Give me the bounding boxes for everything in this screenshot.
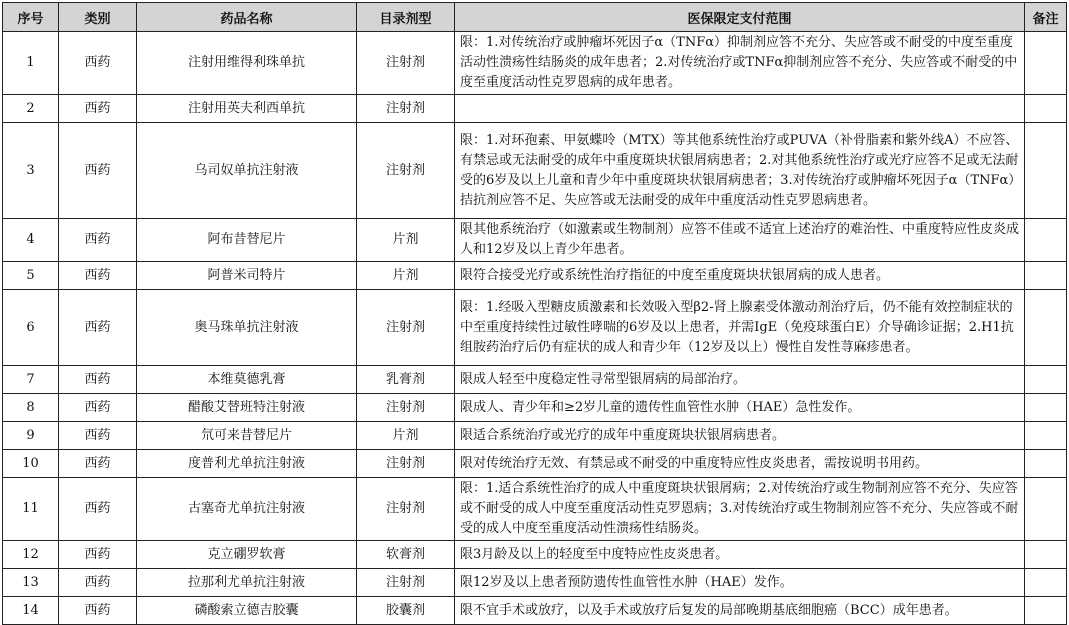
cell-name: 注射用维得利珠单抗 (137, 32, 357, 95)
cell-form: 胶囊剂 (357, 597, 455, 625)
cell-name: 奥马珠单抗注射液 (137, 290, 357, 366)
cell-note (1025, 569, 1067, 597)
cell-seq: 11 (3, 478, 59, 541)
cell-name: 度普利尤单抗注射液 (137, 450, 357, 478)
cell-note (1025, 597, 1067, 625)
cell-form: 注射剂 (357, 394, 455, 422)
cell-category: 西药 (59, 123, 137, 219)
cell-name: 古塞奇尤单抗注射液 (137, 478, 357, 541)
cell-scope: 限成人轻至中度稳定性寻常型银屑病的局部治疗。 (455, 366, 1025, 394)
cell-note (1025, 123, 1067, 219)
cell-category: 西药 (59, 478, 137, 541)
cell-scope: 限成人、青少年和≥2岁儿童的遗传性血管性水肿（HAE）急性发作。 (455, 394, 1025, 422)
header-row (3, 3, 1067, 32)
table-row (3, 290, 1067, 366)
cell-scope: 限12岁及以上患者预防遗传性血管性水肿（HAE）发作。 (455, 569, 1025, 597)
cell-name: 本维莫德乳膏 (137, 366, 357, 394)
cell-scope: 限不宜手术或放疗，以及手术或放疗后复发的局部晚期基底细胞癌（BCC）成年患者。 (455, 597, 1025, 625)
header-seq: 序号 (3, 3, 59, 32)
cell-seq: 14 (3, 597, 59, 625)
cell-name: 拉那利尤单抗注射液 (137, 569, 357, 597)
cell-seq: 13 (3, 569, 59, 597)
cell-seq: 4 (3, 219, 59, 262)
header-form: 目录剂型 (357, 3, 455, 32)
header-name: 药品名称 (137, 3, 357, 32)
header-note: 备注 (1025, 3, 1067, 32)
cell-form: 注射剂 (357, 569, 455, 597)
cell-scope: 限：1.对传统治疗或肿瘤坏死因子α（TNFα）抑制剂应答不充分、失应答或不耐受的中度至重度活动性溃疡性结肠炎的成年患者；2.对传统治疗或TNFα抑制剂应答不充分、失应答或不耐受的中度至重度活动性克罗恩病的成年患者。 (455, 32, 1025, 95)
cell-seq: 12 (3, 541, 59, 569)
cell-seq: 1 (3, 32, 59, 95)
table-row (3, 95, 1067, 123)
cell-name: 阿普米司特片 (137, 262, 357, 290)
cell-category: 西药 (59, 541, 137, 569)
cell-category: 西药 (59, 219, 137, 262)
cell-scope: 限：1.经吸入型糖皮质激素和长效吸入型β2-肾上腺素受体激动剂治疗后，仍不能有效控制症状的中至重度持续性过敏性哮喘的6岁及以上患者，并需IgE（免疫球蛋白E）介导确诊证据；2.H1抗组胺药治疗后仍有症状的成人和青少年（12岁及以上）慢性自发性荨麻疹患者。 (455, 290, 1025, 366)
table-row (3, 422, 1067, 450)
cell-name: 磷酸索立德吉胶囊 (137, 597, 357, 625)
table-row (3, 597, 1067, 625)
table-row (3, 262, 1067, 290)
cell-form: 片剂 (357, 422, 455, 450)
cell-category: 西药 (59, 262, 137, 290)
cell-scope: 限适合系统治疗或光疗的成年中重度斑块状银屑病患者。 (455, 422, 1025, 450)
cell-seq: 5 (3, 262, 59, 290)
cell-scope: 限对传统治疗无效、有禁忌或不耐受的中重度特应性皮炎患者，需按说明书用药。 (455, 450, 1025, 478)
cell-category: 西药 (59, 366, 137, 394)
cell-name: 乌司奴单抗注射液 (137, 123, 357, 219)
cell-scope: 限：1.对环孢素、甲氨蝶呤（MTX）等其他系统性治疗或PUVA（补骨脂素和紫外线A）不应答、有禁忌或无法耐受的成年中重度斑块状银屑病患者；2.对其他系统性治疗或光疗应答不足或无法耐受的6岁及以上儿童和青少年中重度斑块状银屑病患者；3.对传统治疗或肿瘤坏死因子α（TNFα）拮抗剂应答不足、失应答或无法耐受的成年中重度活动性克罗恩病患者。 (455, 123, 1025, 219)
cell-category: 西药 (59, 597, 137, 625)
cell-category: 西药 (59, 569, 137, 597)
cell-category: 西药 (59, 450, 137, 478)
cell-note (1025, 478, 1067, 541)
cell-seq: 2 (3, 95, 59, 123)
drug-table (2, 2, 1067, 625)
cell-note (1025, 541, 1067, 569)
cell-note (1025, 422, 1067, 450)
cell-form: 注射剂 (357, 123, 455, 219)
cell-name: 注射用英夫利西单抗 (137, 95, 357, 123)
cell-category: 西药 (59, 95, 137, 123)
table-row (3, 478, 1067, 541)
cell-name: 克立硼罗软膏 (137, 541, 357, 569)
header-scope: 医保限定支付范围 (455, 3, 1025, 32)
cell-form: 片剂 (357, 262, 455, 290)
cell-form: 注射剂 (357, 32, 455, 95)
cell-note (1025, 262, 1067, 290)
cell-note (1025, 394, 1067, 422)
cell-seq: 7 (3, 366, 59, 394)
cell-scope: 限：1.适合系统性治疗的成人中重度斑块状银屑病；2.对传统治疗或生物制剂应答不充分、失应答或不耐受的成人中度至重度活动性克罗恩病；3.对传统治疗或生物制剂应答不充分、失应答或不耐受的成人中度至重度活动性溃疡性结肠炎。 (455, 478, 1025, 541)
cell-seq: 8 (3, 394, 59, 422)
cell-scope: 限其他系统治疗（如激素或生物制剂）应答不佳或不适宜上述治疗的难治性、中重度特应性皮炎成人和12岁及以上青少年患者。 (455, 219, 1025, 262)
table-row (3, 541, 1067, 569)
cell-name: 醋酸艾替班特注射液 (137, 394, 357, 422)
table-row (3, 450, 1067, 478)
cell-scope: 限符合接受光疗或系统性治疗指征的中度至重度斑块状银屑病的成人患者。 (455, 262, 1025, 290)
table-row (3, 394, 1067, 422)
cell-form: 注射剂 (357, 95, 455, 123)
table-row (3, 32, 1067, 95)
cell-form: 注射剂 (357, 450, 455, 478)
cell-seq: 6 (3, 290, 59, 366)
cell-name: 阿布昔替尼片 (137, 219, 357, 262)
cell-form: 乳膏剂 (357, 366, 455, 394)
cell-category: 西药 (59, 32, 137, 95)
cell-seq: 3 (3, 123, 59, 219)
cell-form: 软膏剂 (357, 541, 455, 569)
cell-name: 氘可来昔替尼片 (137, 422, 357, 450)
table-row (3, 569, 1067, 597)
cell-note (1025, 366, 1067, 394)
cell-category: 西药 (59, 422, 137, 450)
cell-form: 片剂 (357, 219, 455, 262)
cell-note (1025, 32, 1067, 95)
header-category: 类别 (59, 3, 137, 32)
table-row (3, 123, 1067, 219)
cell-scope (455, 95, 1025, 123)
cell-form: 注射剂 (357, 290, 455, 366)
cell-scope: 限3月龄及以上的轻度至中度特应性皮炎患者。 (455, 541, 1025, 569)
cell-category: 西药 (59, 290, 137, 366)
cell-form: 注射剂 (357, 478, 455, 541)
cell-note (1025, 450, 1067, 478)
table-row (3, 219, 1067, 262)
cell-seq: 10 (3, 450, 59, 478)
cell-note (1025, 290, 1067, 366)
cell-note (1025, 95, 1067, 123)
table-row (3, 366, 1067, 394)
cell-category: 西药 (59, 394, 137, 422)
cell-note (1025, 219, 1067, 262)
cell-seq: 9 (3, 422, 59, 450)
